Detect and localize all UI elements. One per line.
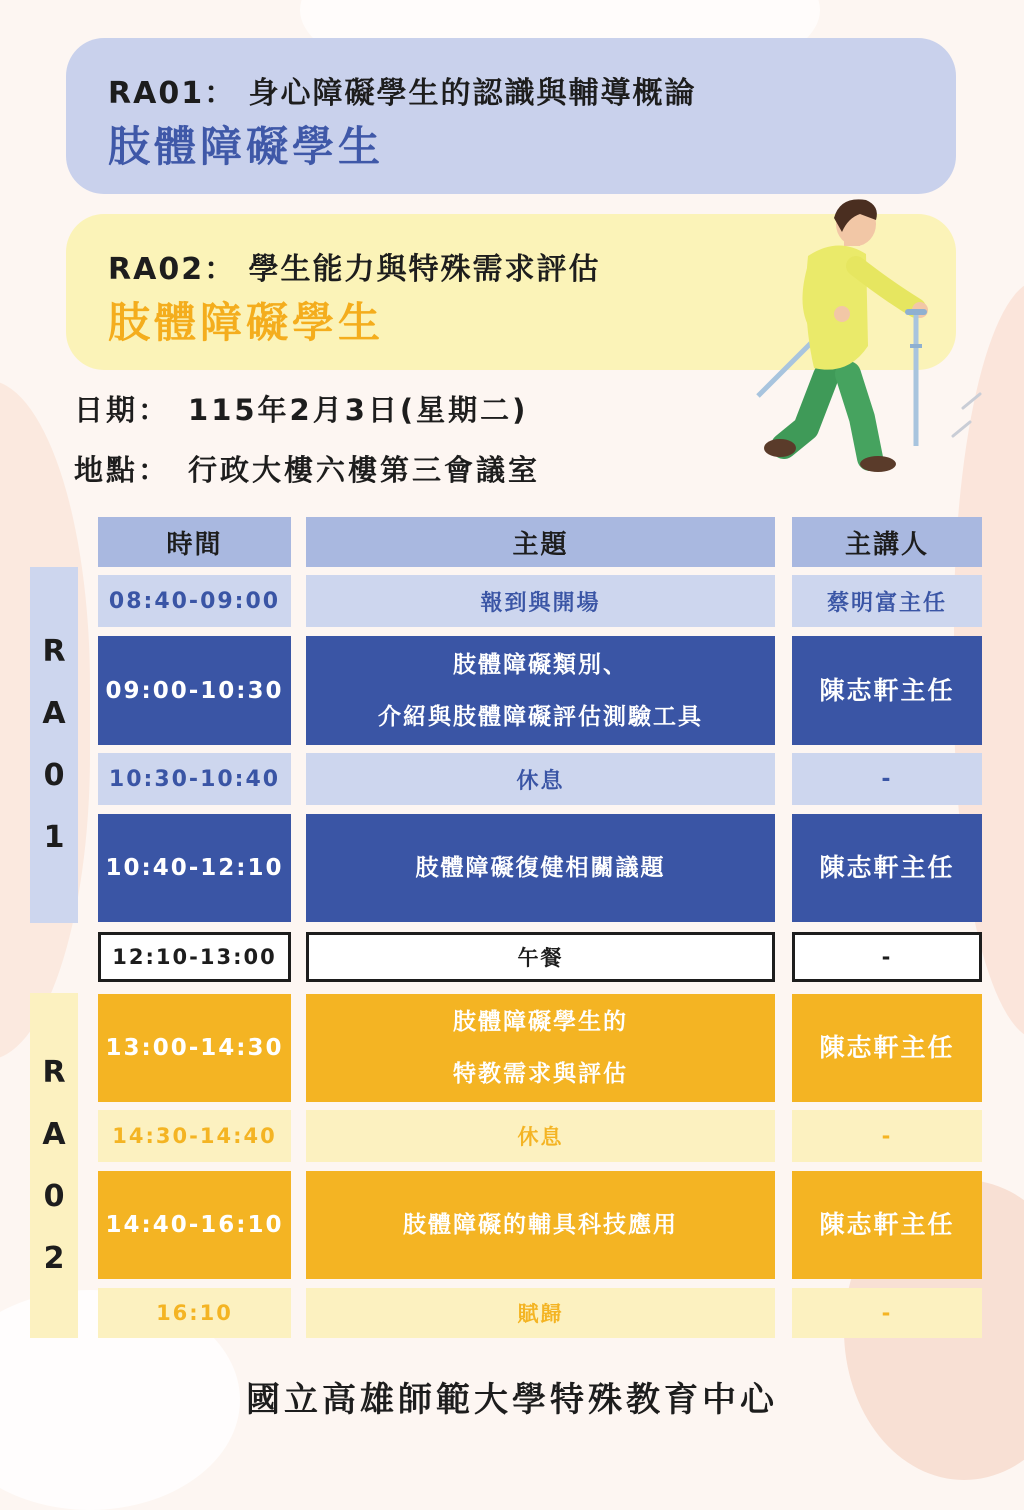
row-time: 10:30-10:40 <box>98 753 291 805</box>
man-walking-with-crutches-icon <box>748 196 988 486</box>
row-topic: 午餐 <box>306 932 775 982</box>
row-time: 16:10 <box>98 1288 291 1338</box>
row-time: 14:40-16:10 <box>98 1171 291 1279</box>
row-speaker: - <box>792 1288 982 1338</box>
row-time: 14:30-14:40 <box>98 1110 291 1162</box>
row-time: 10:40-12:10 <box>98 814 291 922</box>
row-topic: 肢體障礙類別、 介紹與肢體障礙評估測驗工具 <box>306 636 775 745</box>
row-topic: 休息 <box>306 1110 775 1162</box>
row-speaker: 陳志軒主任 <box>792 814 982 922</box>
row-topic: 肢體障礙學生的 特教需求與評估 <box>306 994 775 1102</box>
row-time: 12:10-13:00 <box>98 932 291 982</box>
row-time: 08:40-09:00 <box>98 575 291 627</box>
row-speaker: 陳志軒主任 <box>792 636 982 745</box>
ra01-course-title: RA01： 身心障礙學生的認識與輔導概論 <box>108 76 697 111</box>
ra02-topic-title: 肢體障礙學生 <box>108 298 385 347</box>
row-topic: 肢體障礙的輔具科技應用 <box>306 1171 775 1279</box>
row-speaker: 陳志軒主任 <box>792 994 982 1102</box>
row-topic: 賦歸 <box>306 1288 775 1338</box>
header-topic: 主題 <box>306 517 775 567</box>
row-time: 13:00-14:30 <box>98 994 291 1102</box>
row-speaker: - <box>792 1110 982 1162</box>
ra02-course-title: RA02： 學生能力與特殊需求評估 <box>108 252 601 287</box>
row-speaker: - <box>792 753 982 805</box>
header-speaker: 主講人 <box>792 517 982 567</box>
row-speaker: - <box>792 932 982 982</box>
organizer-name: 國立高雄師範大學特殊教育中心 <box>246 1380 778 1420</box>
row-topic: 休息 <box>306 753 775 805</box>
event-date: 日期： 115年2月3日(星期二) <box>74 393 529 427</box>
row-topic: 肢體障礙復健相關議題 <box>306 814 775 922</box>
ra01-side-label: R A 0 1 <box>30 567 78 923</box>
row-time: 09:00-10:30 <box>98 636 291 745</box>
row-speaker: 蔡明富主任 <box>792 575 982 627</box>
row-speaker: 陳志軒主任 <box>792 1171 982 1279</box>
ra01-topic-title: 肢體障礙學生 <box>108 122 385 171</box>
ra02-side-label: R A 0 2 <box>30 993 78 1338</box>
ra01-banner <box>66 38 956 194</box>
event-location: 地點： 行政大樓六樓第三會議室 <box>74 453 541 487</box>
header-time: 時間 <box>98 517 291 567</box>
row-topic: 報到與開場 <box>306 575 775 627</box>
